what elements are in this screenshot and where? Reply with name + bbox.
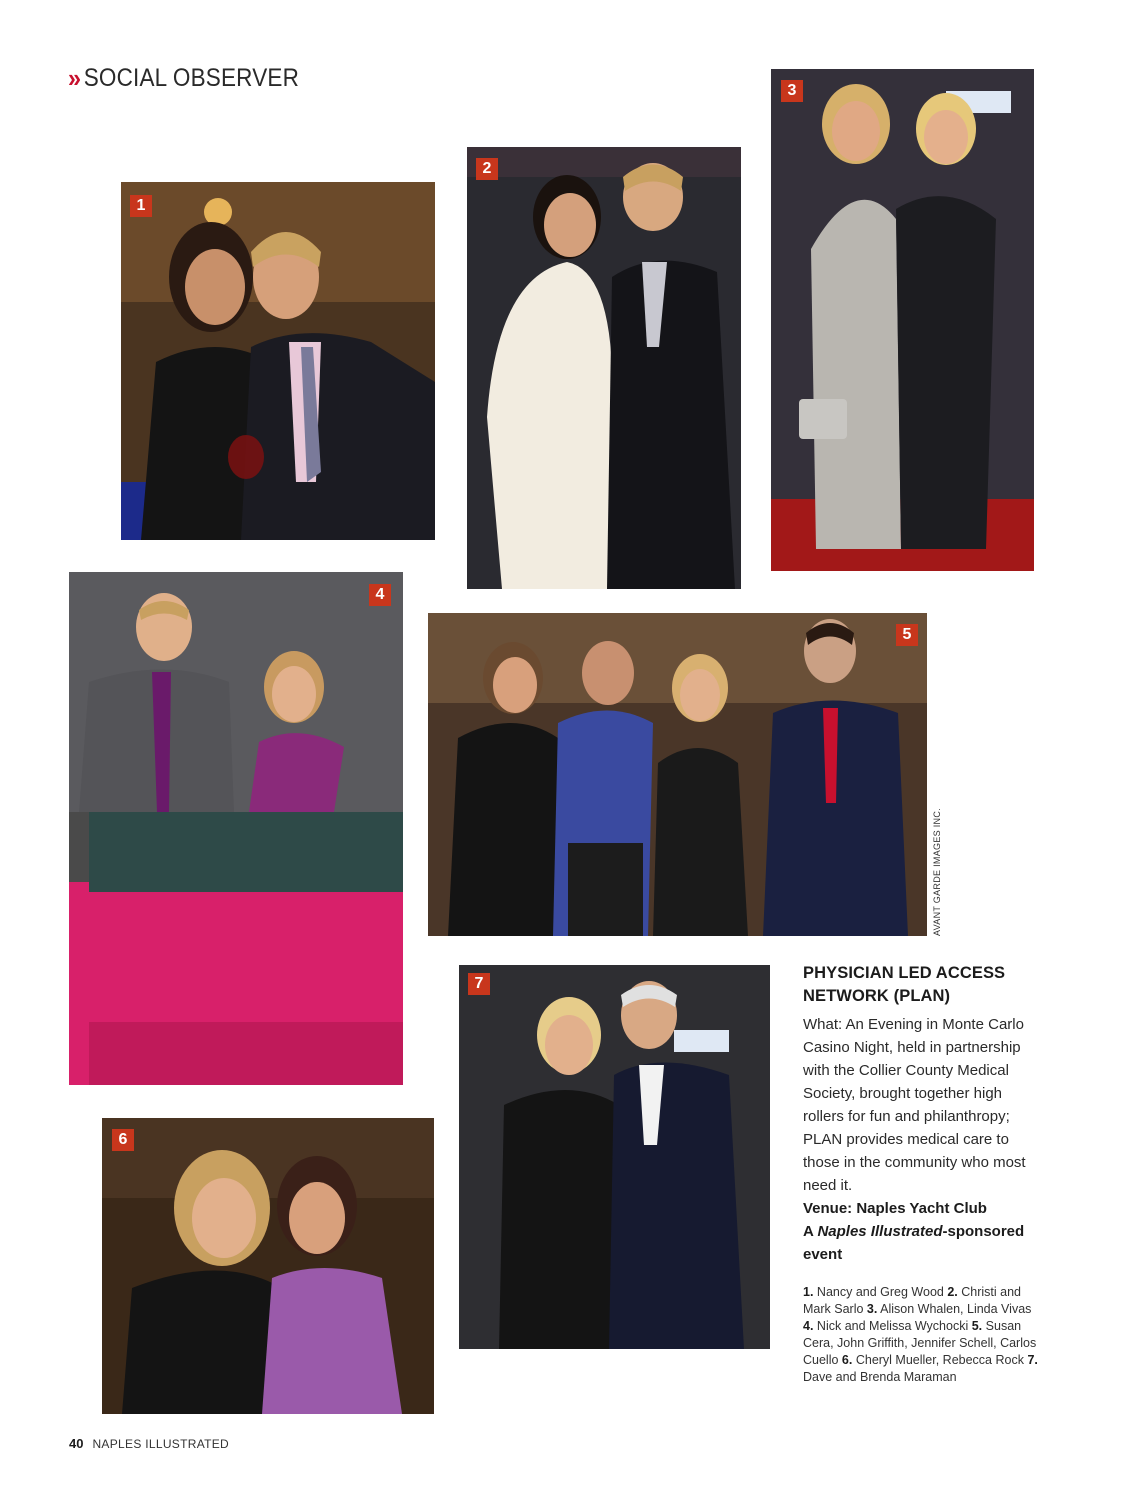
- article-sponsor: [803, 1220, 1043, 1266]
- caption-number: 3.: [866, 1302, 878, 1316]
- photo-number-badge: 7: [468, 973, 490, 995]
- sponsor-publication: Naples Illustrated: [817, 1223, 943, 1240]
- section-header: [68, 62, 299, 94]
- section-title: SOCIAL OBSERVER: [83, 63, 300, 92]
- article-title: PHYSICIAN LED ACCESS NETWORK (PLAN): [803, 964, 1006, 1005]
- caption-number: 7.: [1027, 1353, 1038, 1367]
- caption-names: Alison Whalen, Linda Vivas: [880, 1302, 1032, 1316]
- double-chevron-icon: »: [68, 62, 79, 93]
- caption-names: Christi and Mark Sarlo: [803, 1285, 1022, 1316]
- photo-1-image: [121, 182, 435, 540]
- caption-number: 6.: [841, 1353, 853, 1367]
- photo-number-badge: 3: [781, 80, 803, 102]
- photo-captions: [803, 1284, 1043, 1386]
- caption-names: Cheryl Mueller, Rebecca Rock: [855, 1353, 1024, 1367]
- sponsor-suffix: -sponsored event: [803, 1223, 1025, 1263]
- caption-number: 1.: [803, 1285, 814, 1299]
- article-block: [803, 962, 1043, 1386]
- caption-number: 5.: [971, 1319, 983, 1333]
- magazine-name: NAPLES ILLUSTRATED: [92, 1437, 230, 1451]
- caption-names: Nick and Melissa Wychocki: [816, 1319, 969, 1333]
- caption-number: 2.: [947, 1285, 958, 1299]
- article-description: What: An Evening in Monte Carlo Casino Night, held in partnership with the Collier County Medical Society, brought together high rollers for fun and philanthropy; PLAN provides medical care to those in the community who most need it.: [803, 1016, 1026, 1194]
- photo-number-badge: 2: [476, 158, 498, 180]
- photo-7-image: [459, 965, 770, 1349]
- event-photo-1: [121, 182, 435, 540]
- photo-3-image: [771, 69, 1034, 571]
- photo-number-badge: 6: [112, 1129, 134, 1151]
- event-photo-2: [467, 147, 741, 589]
- caption-number: 4.: [803, 1319, 814, 1333]
- caption-names: Nancy and Greg Wood: [816, 1285, 944, 1299]
- photo-number-badge: 4: [369, 584, 391, 606]
- photo-number-badge: 1: [130, 195, 152, 217]
- event-photo-7: [459, 965, 770, 1349]
- page-number: 40: [69, 1436, 84, 1451]
- sponsor-prefix: A: [803, 1223, 818, 1240]
- caption-names: Susan Cera, John Griffith, Jennifer Schell, Carlos Cuello: [803, 1319, 1037, 1367]
- photo-6-image: [102, 1118, 434, 1414]
- photo-4-image: [69, 572, 403, 1085]
- photo-number-badge: 5: [896, 624, 918, 646]
- caption-names: Dave and Brenda Maraman: [803, 1370, 957, 1384]
- event-photo-5: [428, 613, 927, 936]
- event-photo-4: [69, 572, 403, 1085]
- page-footer: [69, 1436, 229, 1451]
- photo-credit-text: AVANT GARDE IMAGES INC.: [932, 808, 942, 936]
- event-photo-6: [102, 1118, 434, 1414]
- photo-5-image: [428, 613, 927, 936]
- photo-2-image: [467, 147, 741, 589]
- event-photo-3: [771, 69, 1034, 571]
- article-venue: Venue: Naples Yacht Club: [803, 1200, 987, 1217]
